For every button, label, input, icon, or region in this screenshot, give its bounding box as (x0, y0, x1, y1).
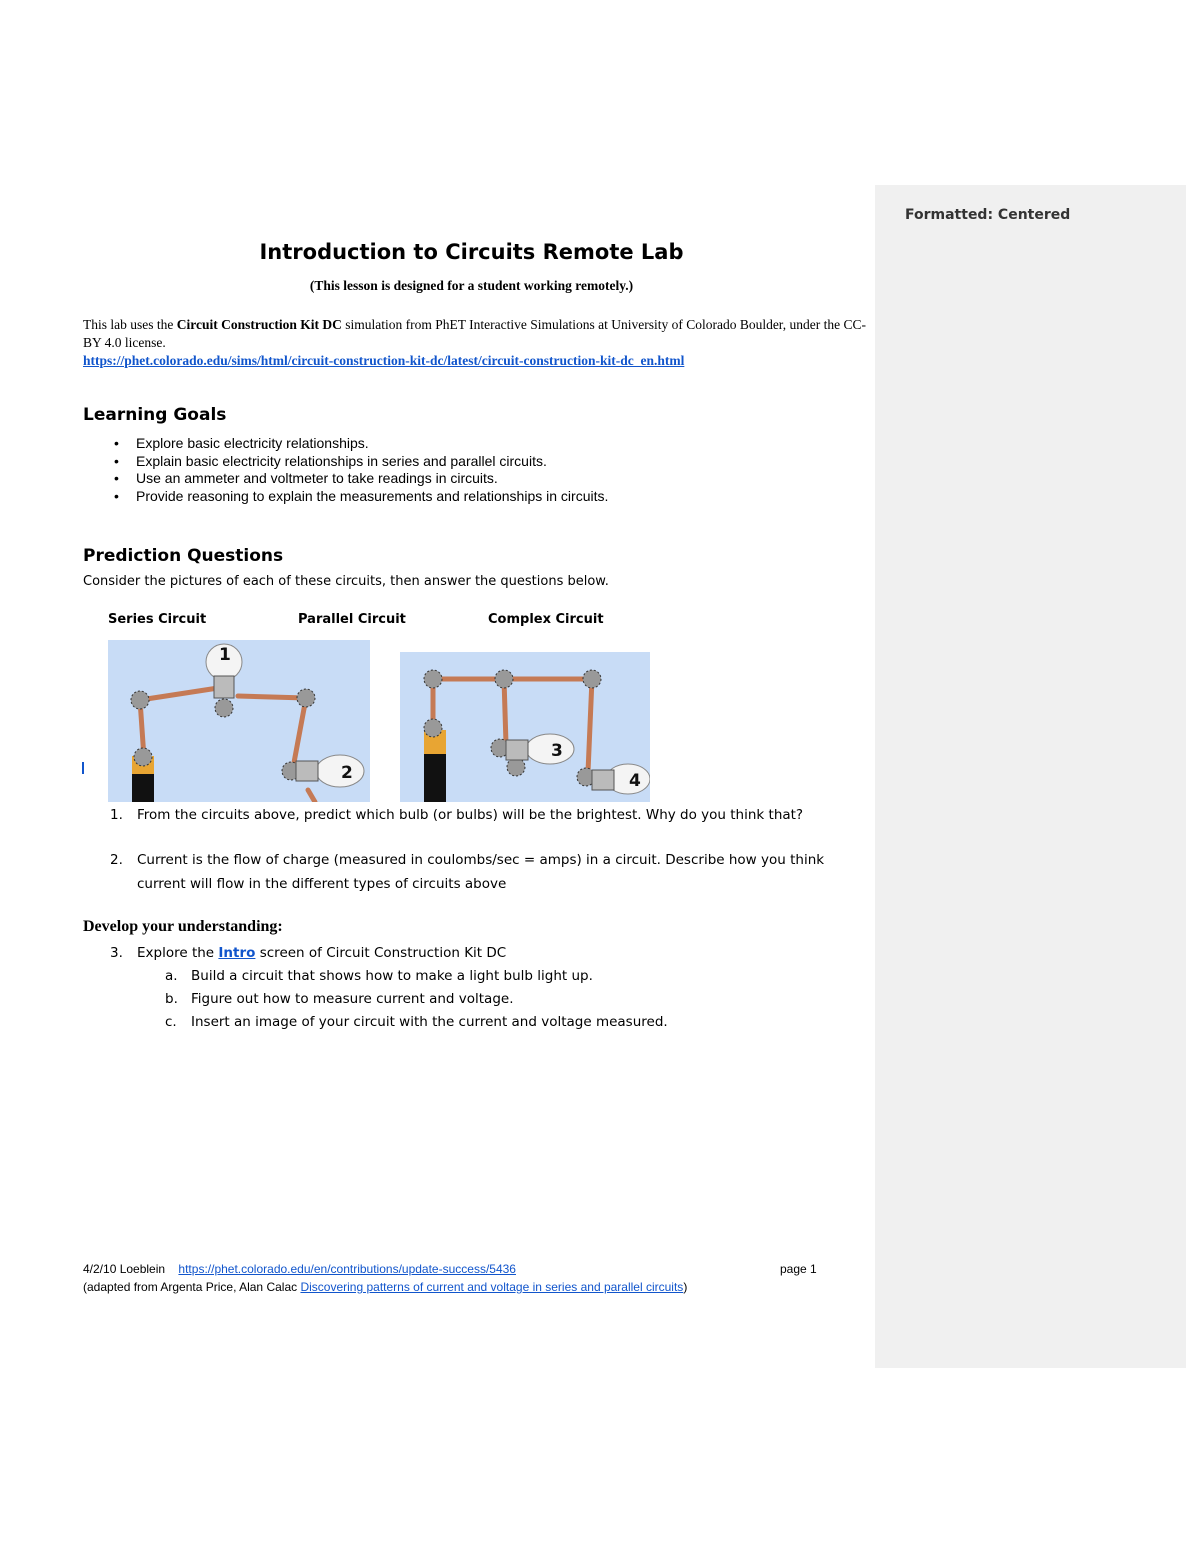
question-text: From the circuits above, predict which bulb (or bulbs) will be the brightest. Why do you think that? (137, 807, 804, 823)
list-item: • Provide reasoning to explain the measurements and relationships in circuits. (83, 488, 608, 506)
question-1 (110, 803, 870, 827)
prediction-lead: Consider the pictures of each of these circuits, then answer the questions below. (83, 574, 609, 589)
page-subtitle: (This lesson is designed for a student working remotely.) (309, 278, 634, 293)
item3-post: screen of Circuit Construction Kit DC (255, 945, 507, 961)
series-label: Series Circuit (108, 612, 207, 627)
bulb-number: 3 (551, 741, 563, 761)
intro-pre: This lab uses the (83, 317, 177, 332)
footer-adapted-pre: (adapted from Argenta Price, Alan Calac (83, 1280, 301, 1294)
question-text: Current is the flow of charge (measured in coulombs/sec = amps) in a circuit. Describe how you think current will flow in the different types of circuits above (137, 852, 825, 892)
footer-line-2 (83, 1280, 687, 1294)
junction (495, 670, 513, 688)
question-number: 1. (110, 807, 123, 823)
develop-item-3 (137, 945, 506, 961)
junction (424, 719, 442, 737)
learning-goals-list (83, 435, 608, 505)
series-circuit-svg (108, 640, 370, 802)
intro-paragraph (83, 316, 873, 370)
footer-url[interactable]: https://phet.colorado.edu/en/contributions/update-success/5436 (178, 1262, 516, 1276)
sub-text: Build a circuit that shows how to make a light bulb light up. (191, 968, 593, 984)
sub-text: Insert an image of your circuit with the current and voltage measured. (191, 1014, 668, 1030)
parallel-circuit-image (400, 652, 650, 802)
footer-adapted-post: ) (683, 1280, 688, 1294)
question-2 (110, 848, 870, 896)
intro-bold: Circuit Construction Kit DC (176, 317, 342, 332)
learning-goals-heading: Learning Goals (83, 405, 227, 425)
footer-adapted-link[interactable]: Discovering patterns of current and voltage in series and parallel circuits (300, 1280, 684, 1294)
sub-letter: a. (165, 968, 178, 984)
junction (507, 758, 525, 776)
list-item: • Explain basic electricity relationships in series and parallel circuits. (83, 453, 608, 471)
bulb-number: 1 (219, 645, 231, 665)
intro-screen-link[interactable]: Intro (218, 945, 256, 961)
intro-post: simulation from PhET Interactive Simulations at University of Colorado Boulder, under the CC-BY 4.0 license. (83, 317, 867, 350)
bulb-number: 4 (629, 771, 641, 791)
list-item: • Explore basic electricity relationships. (83, 435, 608, 453)
develop-item-3-number: 3. (110, 945, 123, 961)
series-circuit-image (108, 640, 370, 802)
bulb-1-icon (206, 644, 242, 717)
bulb-number: 2 (341, 763, 353, 783)
develop-heading: Develop your understanding: (83, 918, 283, 935)
bulb-2-icon (296, 755, 364, 787)
sim-link[interactable]: https://phet.colorado.edu/sims/html/circuit-construction-kit-dc/latest/circuit-construction-kit-dc_en.html (83, 353, 685, 368)
list-item: • Use an ammeter and voltmeter to take readings in circuits. (83, 470, 608, 488)
junction (424, 670, 442, 688)
complex-label: Complex Circuit (488, 612, 604, 627)
parallel-circuit-svg (400, 652, 650, 802)
comment-formatted-label: Formatted: Centered (905, 207, 1071, 223)
junction (583, 670, 601, 688)
prediction-heading: Prediction Questions (83, 546, 284, 566)
junction (134, 748, 152, 766)
comment-pane (875, 185, 1186, 1368)
sub-text: Figure out how to measure current and voltage. (191, 991, 514, 1007)
question-number: 2. (110, 852, 123, 868)
bulb-4-icon (592, 764, 650, 794)
margin-marker (82, 762, 84, 774)
item3-pre: Explore the (137, 945, 219, 961)
sub-letter: c. (165, 1014, 177, 1030)
footer-author: 4/2/10 Loeblein (83, 1262, 166, 1276)
bulb-3-icon (506, 734, 574, 764)
parallel-label: Parallel Circuit (298, 612, 406, 627)
page-title: Introduction to Circuits Remote Lab (259, 240, 684, 264)
footer-line-1 (83, 1262, 516, 1276)
battery-body (424, 748, 446, 802)
sub-letter: b. (165, 991, 178, 1007)
junction (131, 691, 149, 709)
footer-page-number: page 1 (780, 1262, 817, 1276)
junction (297, 689, 315, 707)
